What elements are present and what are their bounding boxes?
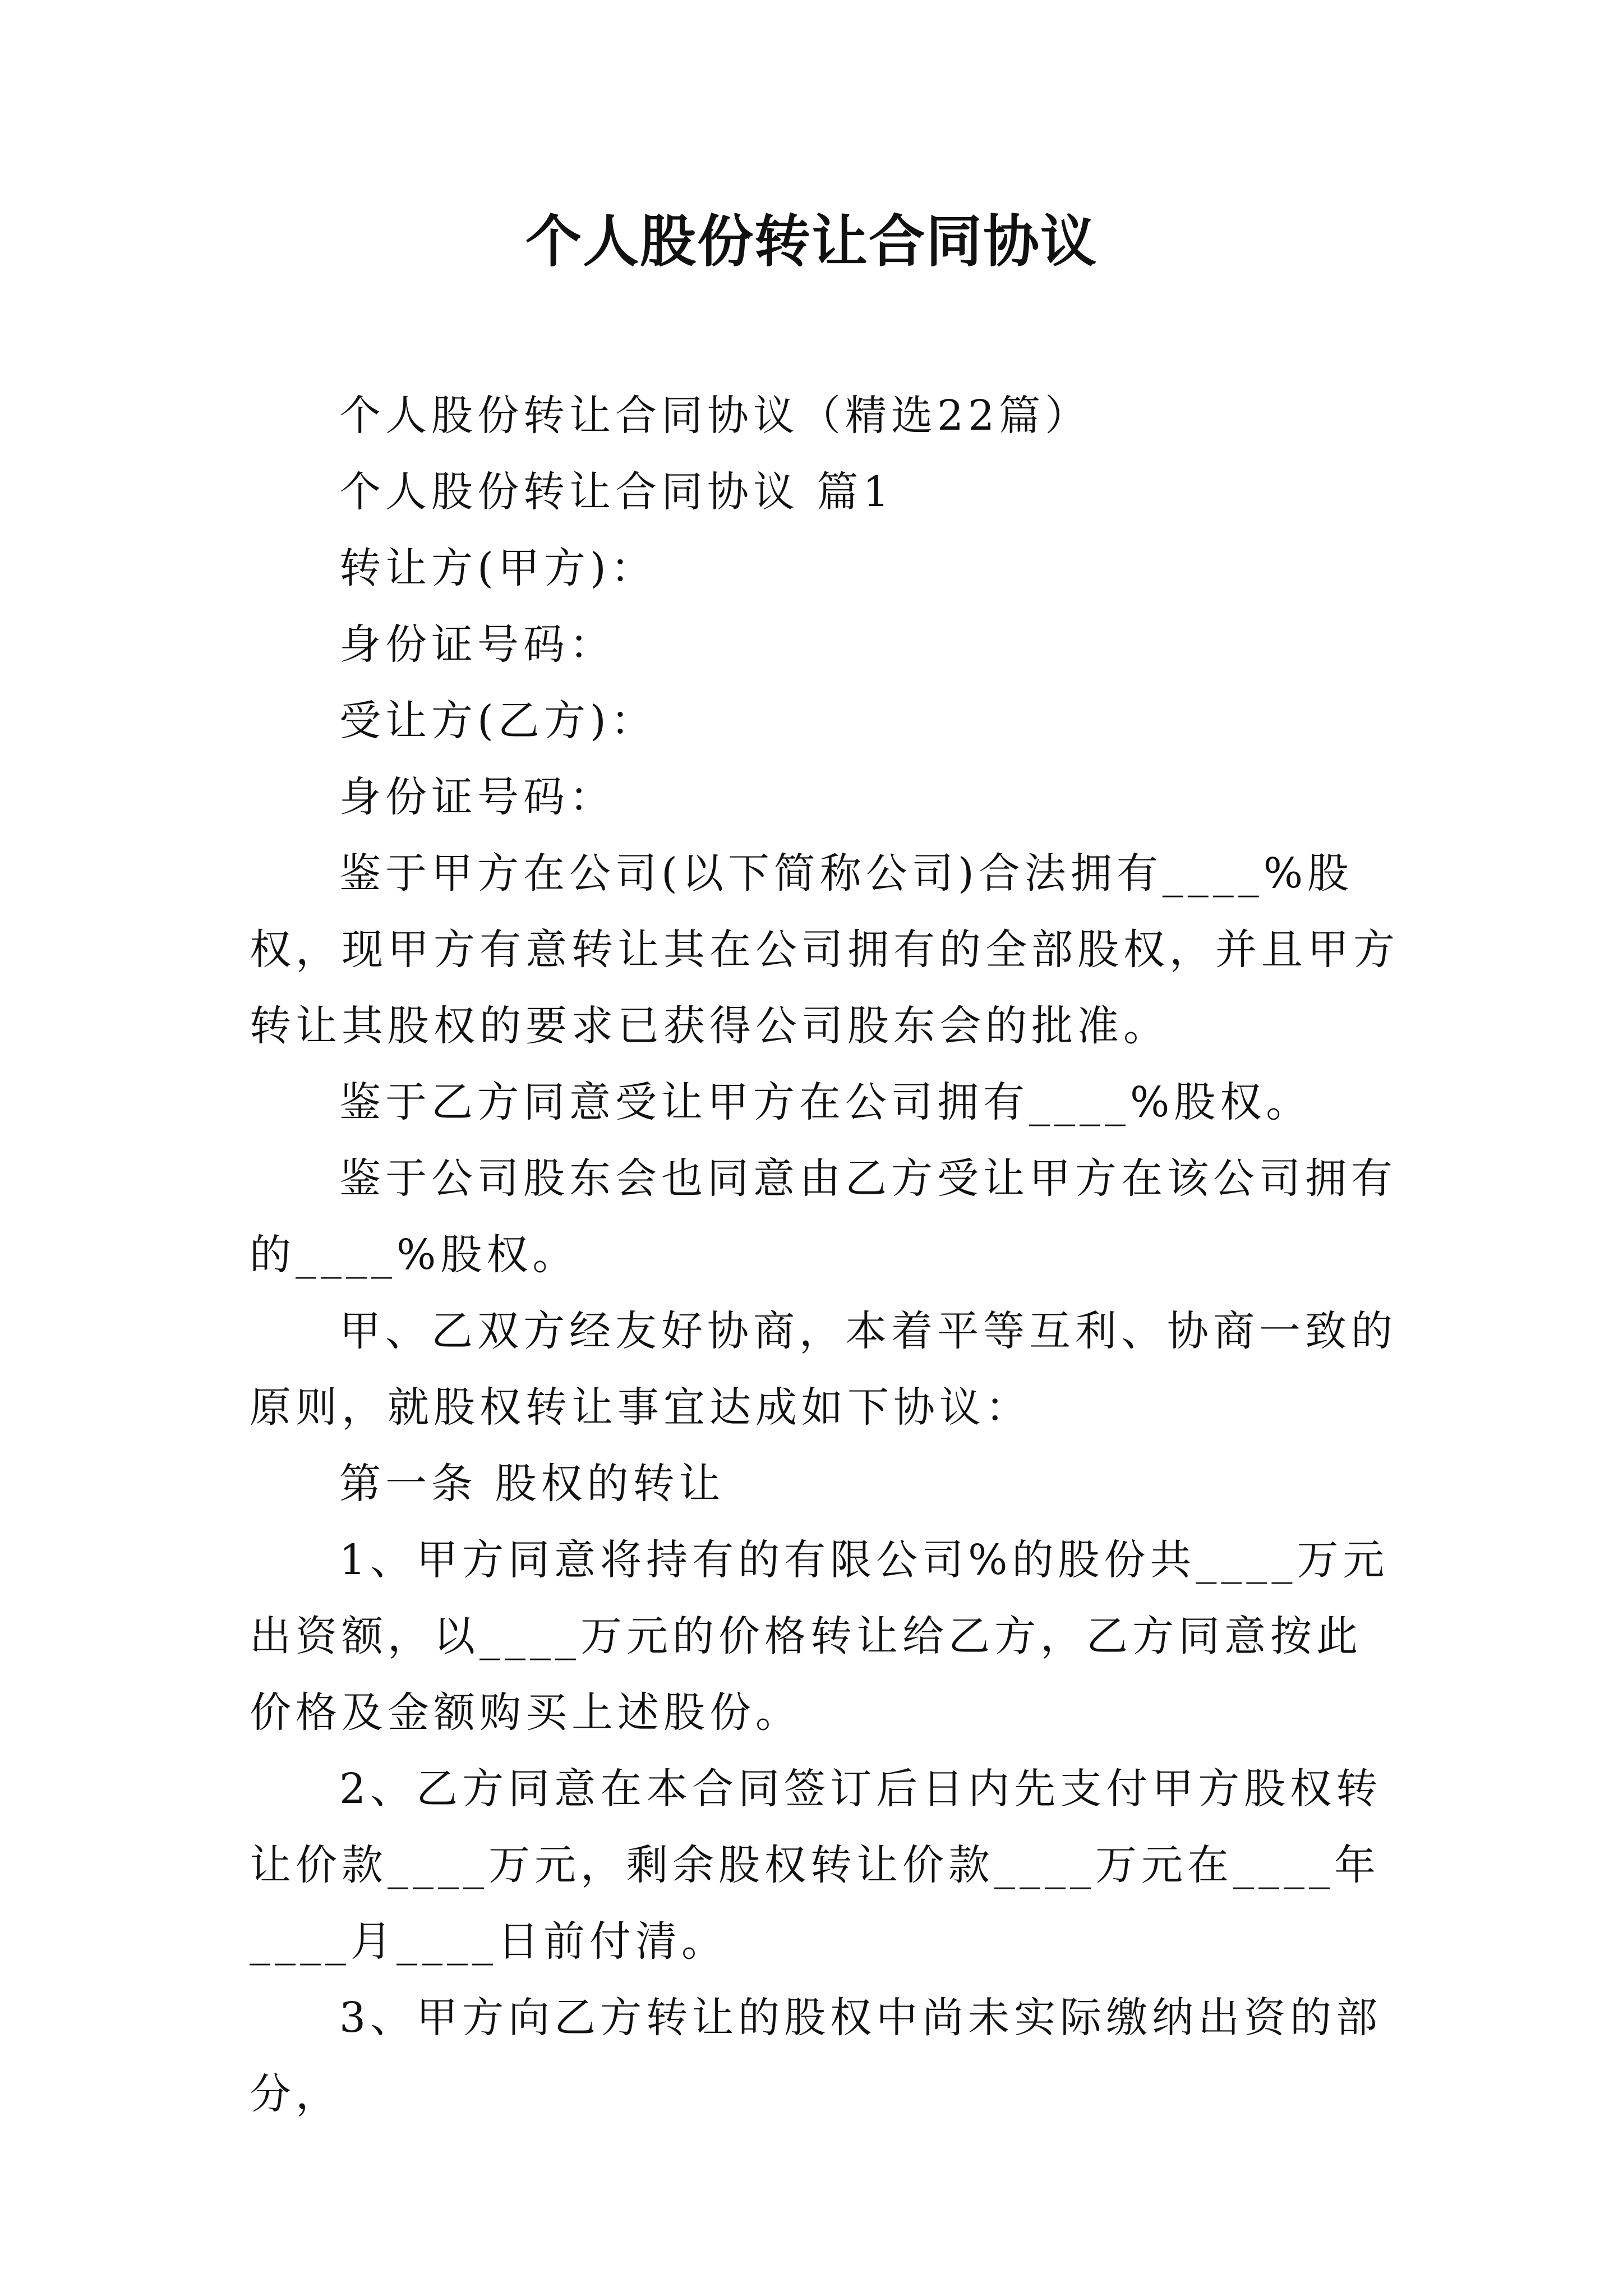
subtitle-paragraph: 个人股份转让合同协议（精选22篇） <box>339 392 1091 440</box>
clause-paragraph: 3、甲方向乙方转让的股权中尚未实际缴纳出资的部分， <box>250 1994 1382 2118</box>
clause-paragraph: 1、甲方同意将持有的有限公司%的股份共____万元出资额，以____万元的价格转让给乙方，乙方同意按此价格及金额购买上述股份。 <box>250 1536 1389 1737</box>
clause-paragraph: 2、乙方同意在本合同签订后日内先支付甲方股权转让价款____万元，剩余股权转让价款____万元在____年____月____日前付清。 <box>250 1765 1382 1966</box>
agreement-intro-paragraph: 甲、乙双方经友好协商，本着平等互利、协商一致的原则，就股权转让事宜达成如下协议： <box>250 1307 1397 1432</box>
transferee-id-field: 身份证号码： <box>339 773 615 821</box>
section-heading: 个人股份转让合同协议 篇1 <box>339 468 894 516</box>
recital-paragraph: 鉴于乙方同意受让甲方在公司拥有____%股权。 <box>339 1078 1312 1126</box>
document-body <box>250 378 1399 2132</box>
transferor-field: 转让方(甲方)： <box>339 544 657 592</box>
transferor-id-field: 身份证号码： <box>339 620 615 669</box>
document-title: 个人股份转让合同协议 <box>525 208 1098 274</box>
article-heading: 第一条 股权的转让 <box>339 1460 725 1508</box>
transferee-field: 受让方(乙方)： <box>339 697 657 745</box>
recital-paragraph: 鉴于甲方在公司(以下简称公司)合法拥有____%股权，现甲方有意转让其在公司拥有的全部股权，并且甲方转让其股权的要求已获得公司股东会的批准。 <box>250 849 1399 1050</box>
recital-paragraph: 鉴于公司股东会也同意由乙方受让甲方在该公司拥有的____%股权。 <box>250 1154 1397 1279</box>
